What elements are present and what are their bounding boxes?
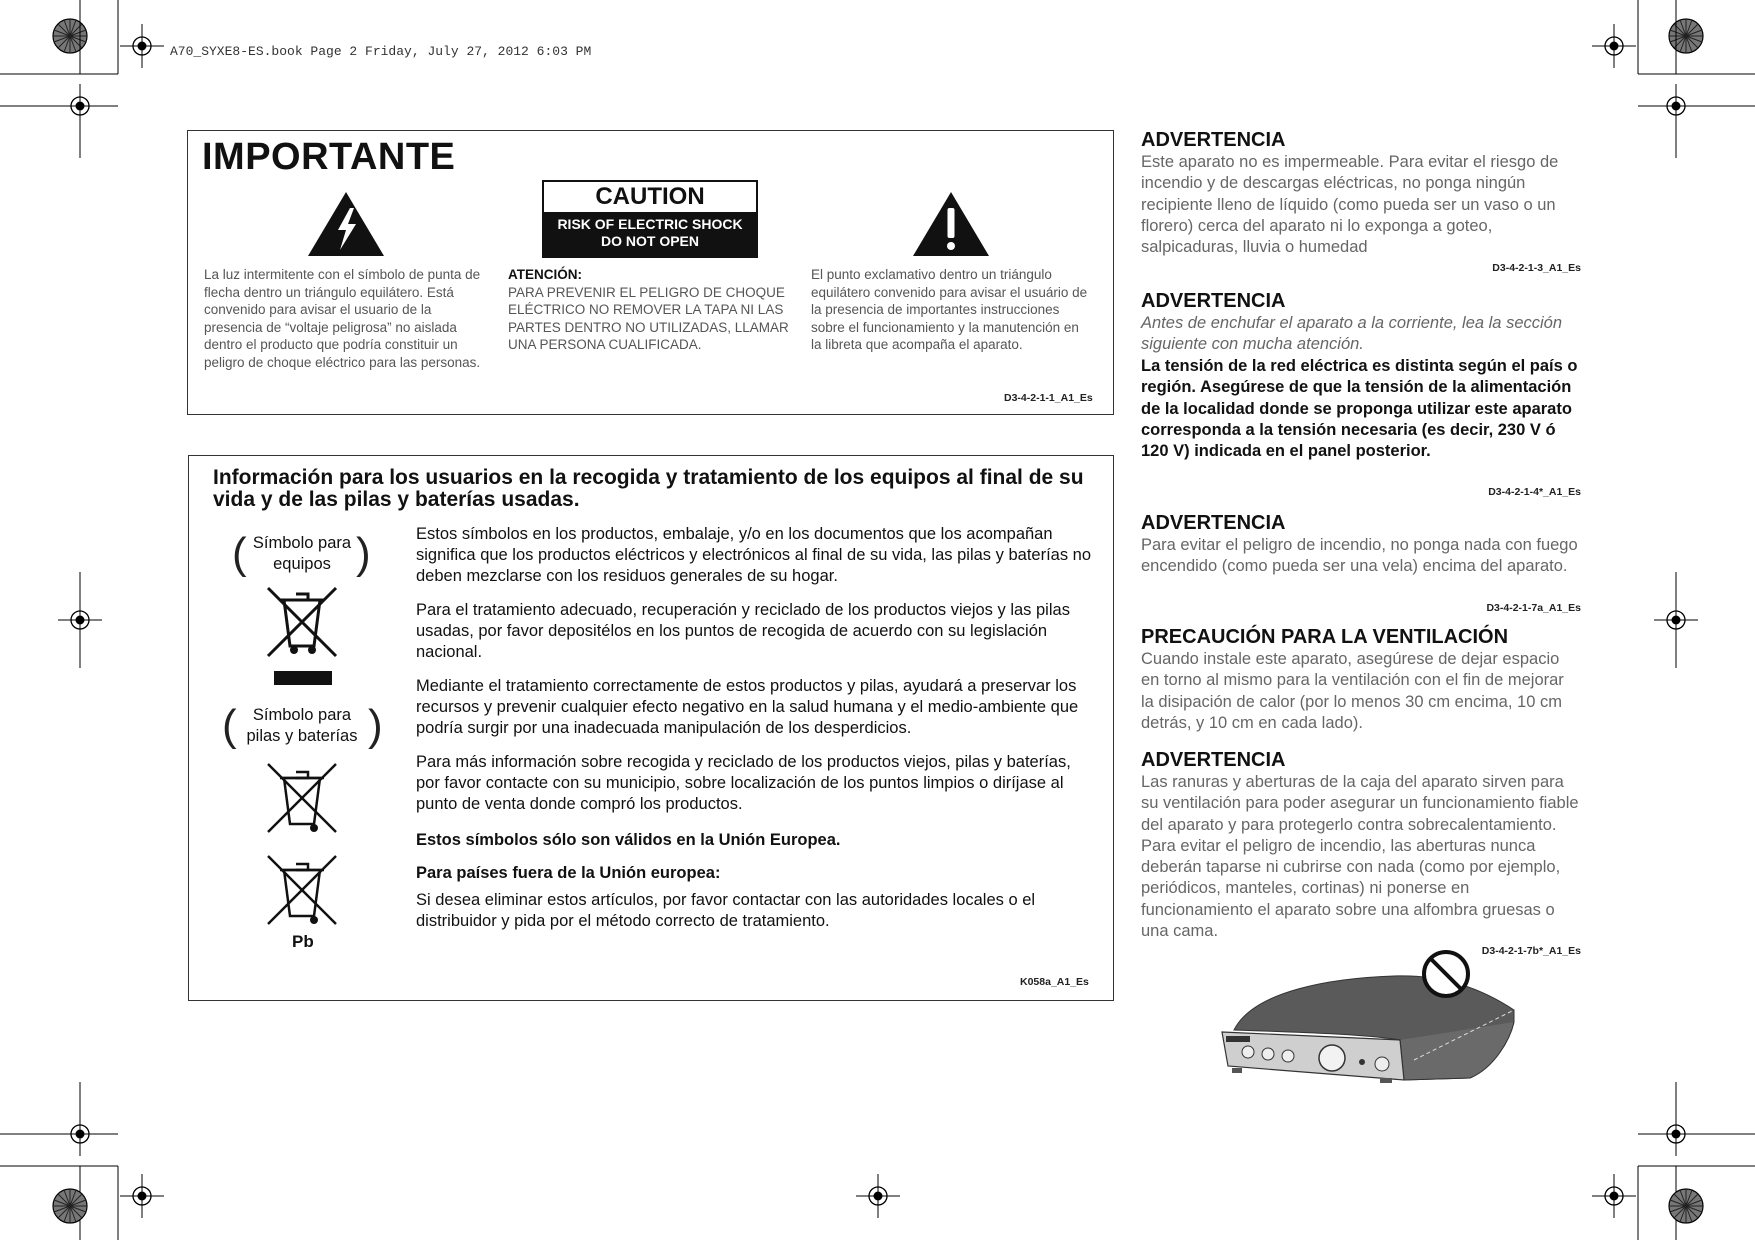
precaucion-ventilacion-title: PRECAUCIÓN PARA LA VENTILACIÓN xyxy=(1141,626,1509,648)
exclamation-description: El punto exclamativo dentro un triángulo equilátero convenido para avisar el usuário de la presencia de importantes instrucciones sobre el funcionamiento y la manutención en la libreta que acompaña el aparato. xyxy=(811,267,1088,352)
info-paragraph-6: Si desea eliminar estos artículos, por favor contactar con las autoridades locales o el distribuidor y pida por el método correcto de tratamiento. xyxy=(416,891,1036,930)
pb-label: Pb xyxy=(292,932,314,951)
symbol-equipos-label xyxy=(232,530,372,580)
file-info-header: A70_SYXE8-ES.book Page 2 Friday, July 27, 2012 6:03 PM xyxy=(170,44,592,59)
paren-left: ( xyxy=(222,701,237,750)
advertencia-2-code: D3-4-2-1-4*_A1_Es xyxy=(1488,486,1581,498)
advertencia-4-text: Las ranuras y aberturas de la caja del aparato sirven para su ventilación para poder asegurar un funcionamiento fiable del aparato y para protegerlo contra sobrecalentamiento. Para evitar el peligro de incendio, las aberturas nunca deberán taparse ni cubrirse con nada (como por ejemplo, periódicos, manteles, cortinas) ni ponerse en funcionamiento el aparato sobre una alfombra gruesas o una cama. xyxy=(1141,773,1579,941)
paren-left: ( xyxy=(232,529,247,578)
lightning-description: La luz intermitente con el símbolo de punta de flecha dentro un triángulo equilátero. Está convenido para avisar el usuario de la presencia de “voltaje peligrosa” no aislada dentro el producto que podría constituir un peligro de choque eléctrico para las personas. xyxy=(204,267,481,370)
caution-label-box xyxy=(542,180,758,258)
precaucion-ventilacion-text: Cuando instale este aparato, asegúrese de dejar espacio en torno al mismo para la ventilación con el fin de mejorar la disipación de calor (por lo menos 30 cm encima, 10 cm detrás, y 10 cm en cada lado). xyxy=(1141,650,1564,732)
crossed-bin-pb-icon xyxy=(264,852,340,930)
atencion-block xyxy=(508,266,790,354)
importante-title: IMPORTANTE xyxy=(202,136,456,178)
atencion-text: PARA PREVENIR EL PELIGRO DE CHOQUE ELÉCTRICO NO REMOVER LA TAPA NI LAS PARTES DENTRO NO UTILIZADAS, LLAMAR UNA PERSONA CUALIFICADA. xyxy=(508,284,789,352)
black-bar-symbol xyxy=(274,671,332,685)
advertencia-2-italic: Antes de enchufar el aparato a la corriente, lea la sección siguiente con mucha atención. xyxy=(1141,314,1563,354)
advertencia-1-code: D3-4-2-1-3_A1_Es xyxy=(1492,262,1581,274)
caution-heading: CAUTION xyxy=(544,182,756,212)
advertencia-3-text: Para evitar el peligro de incendio, no ponga nada con fuego encendido (como pueda ser una vela) encima del aparato. xyxy=(1141,536,1578,576)
info-paragraph-6-heading: Para países fuera de la Unión europea: xyxy=(416,864,721,882)
importante-code: D3-4-2-1-1_A1_Es xyxy=(1004,392,1093,404)
atencion-label: ATENCIÓN: xyxy=(508,267,582,282)
caution-subtext xyxy=(544,212,756,256)
paren-right: ) xyxy=(356,529,371,578)
info-paragraph-5: Estos símbolos sólo son válidos en la Unión Europea. xyxy=(416,831,841,849)
caution-line-2: DO NOT OPEN xyxy=(600,233,699,249)
paren-right: ) xyxy=(368,701,383,750)
advertencia-4-code: D3-4-2-1-7b*_A1_Es xyxy=(1481,945,1581,957)
symbol-equipos-line-1: Símbolo para xyxy=(252,534,352,552)
crossed-bin-battery-icon xyxy=(264,760,340,838)
info-paragraph-3: Mediante el tratamiento correctamente de estos productos y pilas, ayudará a preservar los recursos y prevenir cualquier efecto negativo en la salud humana y el medio-ambiente que podría surgir por una inadecuada manipulación de los desperdicios. xyxy=(416,677,1079,737)
advertencia-1-text: Este aparato no es impermeable. Para evitar el riesgo de incendio y de descargas eléctricas, no ponga ningún recipiente lleno de líquido (como pueda ser un vaso o un florero) cerca del aparato ni lo exponga a goteo, salpicaduras, lluvia o humedad xyxy=(1141,153,1559,257)
advertencia-2-bold: La tensión de la red eléctrica es distinta según el país o región. Asegúrese de que la tensión de la alimentación de la localidad donde se proponga utilizar este aparato corresponda a la tensión necesaria (es decir, 230 V ó 120 V) indicada en el panel posterior. xyxy=(1141,357,1578,461)
symbol-pilas-line-2: pilas y baterías xyxy=(246,727,358,745)
covered-amplifier-illustration xyxy=(1214,950,1534,1100)
info-paragraph-1: Estos símbolos en los productos, embalaje, y/o en los documentos que los acompañan significa que los productos eléctricos y electrónicos al final de su vida, las pilas y baterías no deben mezclarse con los residuos generales de su hogar. xyxy=(416,525,1092,585)
advertencia-1-title: ADVERTENCIA xyxy=(1141,129,1286,151)
advertencia-3-title: ADVERTENCIA xyxy=(1141,512,1286,534)
symbol-pilas-line-1: Símbolo para xyxy=(252,706,352,724)
info-paragraph-4: Para más información sobre recogida y reciclado de los productos viejos, pilas y baterías, por favor contacte con su municipio, sobre localización de los puntos limpios o diríjase al punto de venta donde compró los productos. xyxy=(416,753,1071,813)
recycling-info-title: Información para los usuarios en la recogida y tratamiento de los equipos al final de su vida y de las pilas y baterías usadas. xyxy=(213,466,1084,511)
advertencia-2-title: ADVERTENCIA xyxy=(1141,290,1286,312)
symbol-pilas-label xyxy=(222,702,382,752)
symbol-equipos-line-2: equipos xyxy=(273,555,331,573)
info-paragraph-2: Para el tratamiento adecuado, recuperación y reciclado de los productos viejos y las pilas usadas, por favor depositélos en los puntos de recogida de acuerdo con su legislación nacional. xyxy=(416,601,1070,661)
info-code: K058a_A1_Es xyxy=(1020,976,1089,988)
advertencia-3-code: D3-4-2-1-7a_A1_Es xyxy=(1486,602,1581,614)
lightning-warning-icon xyxy=(306,190,386,258)
exclamation-warning-icon xyxy=(911,190,991,258)
advertencia-4-title: ADVERTENCIA xyxy=(1141,749,1286,771)
caution-line-1: RISK OF ELECTRIC SHOCK xyxy=(557,216,743,232)
crossed-bin-icon xyxy=(264,584,340,660)
